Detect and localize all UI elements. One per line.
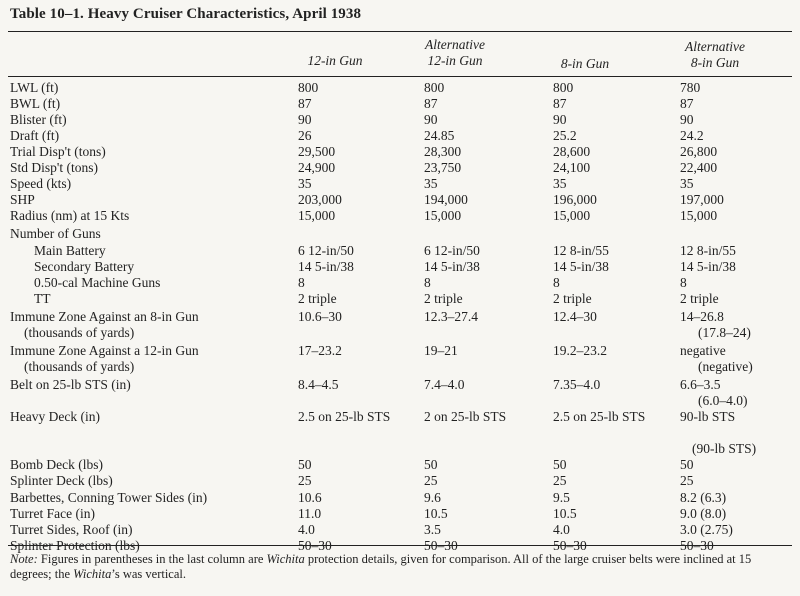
row-cell-col3: 14 5-in/38 (553, 259, 609, 274)
row-cell-col2: 7.4–4.0 (424, 377, 465, 392)
row-label: TT (34, 291, 51, 306)
row-cell-col3: 9.5 (553, 490, 570, 505)
row-cell-col2: 28,300 (424, 144, 462, 159)
row-cell-col1: 26 (298, 128, 312, 143)
row-cell-col3: 8 (553, 275, 560, 290)
row-cell-col4: 26,800 (680, 144, 718, 159)
row-cell-col4: 3.0 (2.75) (680, 522, 733, 537)
row-label: Heavy Deck (in) (10, 409, 100, 424)
row-label: Std Disp't (tons) (10, 160, 98, 175)
row-label: Barbettes, Conning Tower Sides (in) (10, 490, 208, 505)
row-cell-col4: (17.8–24) (698, 325, 751, 340)
row-cell-col1: 14 5-in/38 (298, 259, 354, 274)
col-header-2-line1: Alternative (425, 37, 485, 52)
row-label: Radius (nm) at 15 Kts (10, 208, 130, 223)
row-cell-col4: 90-lb STS (680, 409, 736, 424)
row-cell-col4: 25 (680, 473, 694, 488)
row-cell-col1: 10.6 (298, 490, 322, 505)
row-cell-col2: 25 (424, 473, 438, 488)
row-cell-col4: 9.0 (8.0) (680, 506, 727, 521)
row-cell-col3: 800 (553, 80, 574, 95)
row-cell-col2: 14 5-in/38 (424, 259, 480, 274)
row-label: SHP (10, 192, 35, 207)
row-cell-col2: 3.5 (424, 522, 441, 537)
row-cell-col1: 50–30 (298, 538, 332, 553)
row-cell-col1: 29,500 (298, 144, 336, 159)
row-cell-col1: 2 triple (298, 291, 337, 306)
row-label: (thousands of yards) (24, 359, 135, 374)
row-cell-col2: 50 (424, 457, 438, 472)
row-cell-col1: 15,000 (298, 208, 336, 223)
row-cell-col3: 24,100 (553, 160, 591, 175)
row-label: Secondary Battery (34, 259, 135, 274)
row-cell-col1: 87 (298, 96, 312, 111)
row-cell-col3: 28,600 (553, 144, 591, 159)
row-cell-col4: 12 8-in/55 (680, 243, 736, 258)
row-cell-col2: 90 (424, 112, 438, 127)
col-header-3-line1 (545, 40, 625, 56)
row-label: LWL (ft) (10, 80, 59, 95)
row-label: Belt on 25-lb STS (in) (10, 377, 131, 392)
row-cell-col1: 25 (298, 473, 312, 488)
row-cell-col1: 6 12-in/50 (298, 243, 354, 258)
row-cell-col4: 6.6–3.5 (680, 377, 721, 392)
row-cell-col4: 87 (680, 96, 694, 111)
note-ship-name-2: Wichita (73, 567, 112, 581)
row-cell-col1: 35 (298, 176, 312, 191)
row-cell-col4: (negative) (698, 359, 753, 374)
row-cell-col2: 800 (424, 80, 445, 95)
row-label: Splinter Protection (lbs) (10, 538, 140, 553)
row-cell-col3: 87 (553, 96, 567, 111)
row-cell-col4: 8.2 (6.3) (680, 490, 727, 505)
row-cell-col2: 6 12-in/50 (424, 243, 480, 258)
row-label: BWL (ft) (10, 96, 61, 111)
header-rule (8, 76, 792, 77)
row-cell-col3: 25.2 (553, 128, 577, 143)
row-cell-col3: 2 triple (553, 291, 592, 306)
row-cell-col4: 22,400 (680, 160, 718, 175)
note-text-2: protection details, given for comparison. All of the large cruiser belts were inclined at 15 degrees; the (10, 552, 752, 581)
row-cell-col1: 24,900 (298, 160, 336, 175)
row-cell-col4: 90 (680, 112, 694, 127)
col-header-1-line1 (290, 37, 380, 53)
row-cell-col4: 14–26.8 (680, 309, 724, 324)
row-cell-col2: 87 (424, 96, 438, 111)
row-cell-col2: 2 on 25-lb STS (424, 409, 507, 424)
row-label: Turret Sides, Roof (in) (10, 522, 133, 537)
row-label: (thousands of yards) (24, 325, 135, 340)
row-cell-col1: 8 (298, 275, 305, 290)
row-label: Speed (kts) (10, 176, 72, 191)
row-cell-col1: 2.5 on 25-lb STS (298, 409, 391, 424)
row-cell-col3: 196,000 (553, 192, 597, 207)
row-cell-col3: 19.2–23.2 (553, 343, 607, 358)
row-cell-col4: 2 triple (680, 291, 719, 306)
row-cell-col4: 50 (680, 457, 694, 472)
row-cell-col2: 12.3–27.4 (424, 309, 478, 324)
row-cell-col3: 7.35–4.0 (553, 377, 601, 392)
row-label: Immune Zone Against an 8-in Gun (10, 309, 199, 324)
row-label: Trial Disp't (tons) (10, 144, 106, 159)
row-cell-col4: 15,000 (680, 208, 718, 223)
row-cell-col2: 24.85 (424, 128, 455, 143)
row-cell-col3: 10.5 (553, 506, 577, 521)
row-cell-col4: (6.0–4.0) (698, 393, 748, 408)
row-cell-col4: negative (680, 343, 726, 358)
row-cell-col1: 203,000 (298, 192, 342, 207)
col-header-3-line2: 8-in Gun (560, 56, 610, 71)
col-header-2 (410, 37, 500, 69)
row-cell-col2: 19–21 (424, 343, 458, 358)
row-cell-col3: 15,000 (553, 208, 591, 223)
row-cell-col1: 90 (298, 112, 312, 127)
note-text-1: Figures in parentheses in the last column are (37, 552, 267, 566)
row-label: Blister (ft) (10, 112, 67, 127)
row-cell-col3: 2.5 on 25-lb STS (553, 409, 646, 424)
row-cell-col3: 12 8-in/55 (553, 243, 609, 258)
note-text-3: ’s was vertical. (111, 567, 187, 581)
row-label: Number of Guns (10, 226, 101, 241)
col-header-2-line2: 12-in Gun (427, 53, 483, 68)
col-header-4-line1: Alternative (685, 39, 745, 54)
table-title: Table 10–1. Heavy Cruiser Characteristics, April 1938 (10, 6, 362, 22)
col-header-4-line2: 8-in Gun (690, 55, 740, 70)
row-cell-col4: 780 (680, 80, 701, 95)
row-cell-col2: 50–30 (424, 538, 458, 553)
table-note (10, 552, 790, 582)
col-header-3 (545, 40, 625, 72)
row-cell-col1: 800 (298, 80, 319, 95)
note-lead: Note: (10, 552, 38, 566)
row-cell-col4: 24.2 (680, 128, 704, 143)
row-label: Draft (ft) (10, 128, 60, 143)
row-cell-col1: 10.6–30 (298, 309, 342, 324)
row-cell-col2: 194,000 (424, 192, 468, 207)
row-label: Bomb Deck (lbs) (10, 457, 103, 472)
row-cell-col2: 2 triple (424, 291, 463, 306)
row-cell-col2: 10.5 (424, 506, 448, 521)
col-header-4 (670, 39, 760, 71)
row-cell-col1: 4.0 (298, 522, 315, 537)
row-cell-col1: 8.4–4.5 (298, 377, 339, 392)
row-cell-col4: (90-lb STS) (692, 441, 757, 456)
row-label: Turret Face (in) (10, 506, 95, 521)
bottom-rule (8, 545, 792, 546)
row-cell-col2: 23,750 (424, 160, 462, 175)
row-cell-col3: 25 (553, 473, 567, 488)
top-rule (8, 31, 792, 32)
row-label: Main Battery (34, 243, 106, 258)
row-cell-col3: 4.0 (553, 522, 570, 537)
row-cell-col3: 12.4–30 (553, 309, 597, 324)
row-cell-col3: 90 (553, 112, 567, 127)
row-cell-col3: 50–30 (553, 538, 587, 553)
row-cell-col2: 15,000 (424, 208, 462, 223)
row-cell-col1: 11.0 (298, 506, 322, 521)
row-cell-col2: 35 (424, 176, 438, 191)
row-label: 0.50-cal Machine Guns (34, 275, 161, 290)
row-cell-col2: 8 (424, 275, 431, 290)
row-cell-col1: 17–23.2 (298, 343, 342, 358)
row-cell-col2: 9.6 (424, 490, 441, 505)
row-cell-col1: 50 (298, 457, 312, 472)
row-cell-col4: 14 5-in/38 (680, 259, 736, 274)
row-cell-col4: 8 (680, 275, 687, 290)
note-ship-name: Wichita (266, 552, 305, 566)
col-header-1 (290, 37, 380, 69)
row-label: Immune Zone Against a 12-in Gun (10, 343, 199, 358)
row-label: Splinter Deck (lbs) (10, 473, 113, 488)
row-cell-col4: 35 (680, 176, 694, 191)
row-cell-col4: 50–30 (680, 538, 714, 553)
row-cell-col3: 50 (553, 457, 567, 472)
col-header-1-line2: 12-in Gun (307, 53, 363, 68)
row-cell-col4: 197,000 (680, 192, 724, 207)
row-cell-col3: 35 (553, 176, 567, 191)
